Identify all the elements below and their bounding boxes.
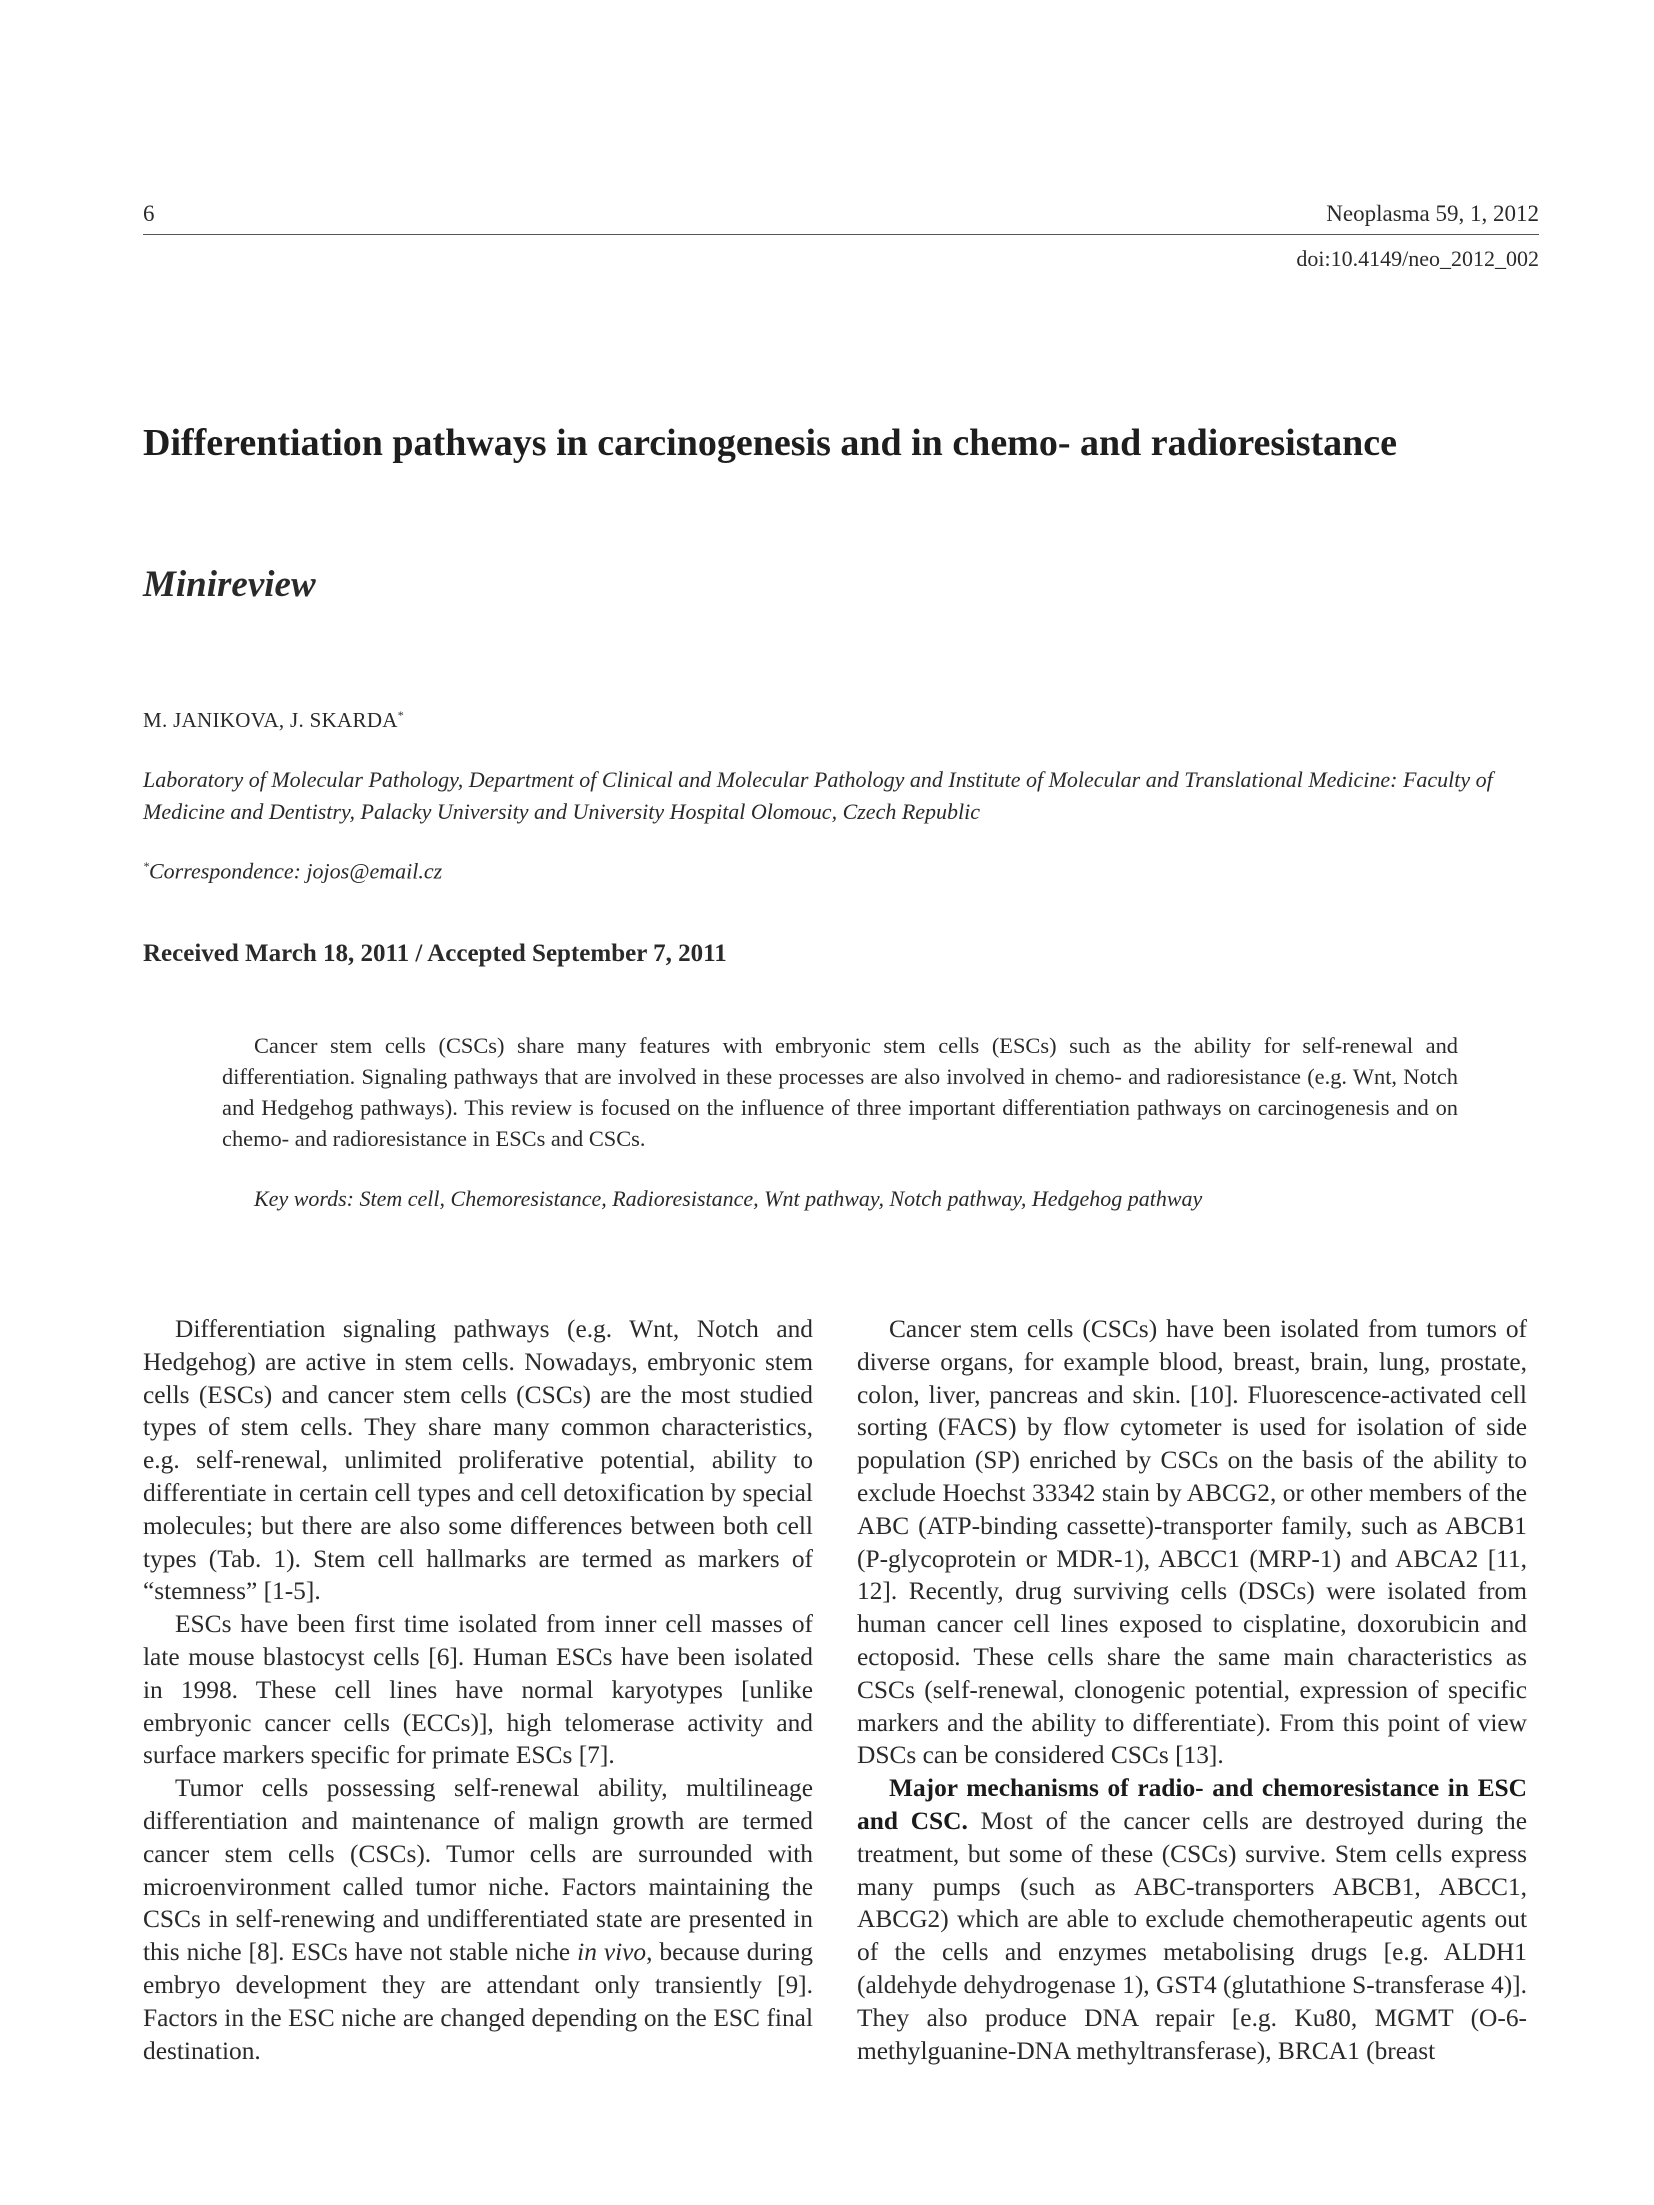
journal-citation: Neoplasma 59, 1, 2012 xyxy=(1326,201,1539,226)
abstract: Cancer stem cells (CSCs) share many features with embryonic stem cells (ESCs) such as the ability for self-renewal and differentiation. Signaling pathways that are involved in these processes are also involved in chemo- and radioresistance (e.g. Wnt, Notch and Hedgehog pathways). This review is focused on the influence of three important differentiation pathways on carcinogenesis and on chemo- and radioresistance in ESCs and CSCs. xyxy=(222,1033,1458,1151)
article-type: Minireview xyxy=(143,564,316,605)
paragraph: Differentiation signaling pathways (e.g. Wnt, Notch and Hedgehog) are active in stem cells. Nowadays, embryonic stem cells (ESCs) and cancer stem cells (CSCs) are the most studied types of stem cells. They share many common characteristics, e.g. self-renewal, unlimited proliferative potential, ability to differentiate in certain cell types and cell detoxification by special molecules; but there are also some differences between both cell types (Tab. 1). Stem cell hallmarks are termed as markers of “stemness” [1-5]. xyxy=(143,1315,813,1606)
paragraph xyxy=(857,1772,1527,2067)
paragraph: Cancer stem cells (CSCs) have been isolated from tumors of diverse organs, for example blood, breast, brain, lung, prostate, colon, liver, pancreas and skin. [10]. Fluorescence-activated cell sorting (FACS) by flow cytometer is used for isolation of side population (SP) enriched by CSCs on the basis of the ability to exclude Hoechst 33342 stain by ABCG2, or other members of the ABC (ATP-binding cassette)-transporter family, such as ABCB1 (P-glycoprotein or MDR-1), ABCC1 (MRP-1) and ABCA2 [11, 12]. Recently, drug surviving cells (DSCs) were isolated from human cancer cell lines exposed to cisplatine, doxorubicin and ectoposid. These cells share the same main characteristics as CSCs (self-renewal, clonogenic potential, expression of specific markers and the ability to differentiate). From this point of view DSCs can be considered CSCs [13]. xyxy=(857,1315,1527,1770)
italic-term: in vivo xyxy=(577,1938,647,1967)
section-heading: Major mechanisms of radio- and chemoresistance in ESC and CSC. xyxy=(857,1774,1527,1835)
paragraph-text: , because during embryo development they are attendant only transiently [9]. Factors in the ESC niche are changed depending on the ESC final destination. xyxy=(143,1938,813,2065)
paragraph: ESCs have been first time isolated from inner cell masses of late mouse blastocyst cells [6]. Human ESCs have been isolated in 1998. These cell lines have normal karyotypes [unlike embryonic cancer cells (ECCs)], high telomerase activity and surface markers specific for primate ESCs [7]. xyxy=(143,1610,813,1770)
paragraph-text: Most of the cancer cells are destroyed during the treatment, but some of these (CSCs) survive. Stem cells express many pumps (such as ABC-transporters ABCB1, ABCC1, ABCG2) which are able to exclude chemotherapeutic agents out of the cells and enzymes metabolising drugs [e.g. ALDH1 (aldehyde dehydrogenase 1), GST4 (glutathione S-transferase 4)]. They also produce DNA repair [e.g. Ku80, MGMT (O-6-methylguanine-DNA methyltransferase), BRCA1 (breast xyxy=(857,1806,1527,2065)
paragraph xyxy=(143,1772,813,2067)
body-column-right xyxy=(857,1313,1527,2067)
running-header xyxy=(143,196,1539,232)
authors xyxy=(143,700,404,735)
author-names: M. JANIKOVA, J. SKARDA xyxy=(143,708,398,732)
keywords: Key words: Stem cell, Chemoresistance, Radioresistance, Wnt pathway, Notch pathway, Hedgehog pathway xyxy=(254,1186,1203,1211)
body-column-left xyxy=(143,1313,813,2067)
affiliation: Laboratory of Molecular Pathology, Department of Clinical and Molecular Pathology and Institute of Molecular and Translational Medicine: Faculty of Medicine and Dentistry, Palacky University and University Hospital Olomouc, Czech Republic xyxy=(143,767,1493,824)
header-rule xyxy=(143,234,1539,235)
page-number: 6 xyxy=(143,201,155,226)
correspondence-text: Correspondence: jojos@email.cz xyxy=(149,858,443,884)
received-accepted-dates: Received March 18, 2011 / Accepted September 7, 2011 xyxy=(143,940,727,967)
author-mark: * xyxy=(397,708,405,722)
correspondence-mark: * xyxy=(143,859,149,873)
correspondence xyxy=(143,850,442,887)
paragraph-text: Tumor cells possessing self-renewal ability, multilineage differentiation and maintenance of malign growth are termed cancer stem cells (CSCs). Tumor cells are surrounded with microenvironment called tumor niche. Factors maintaining the CSCs in self-renewing and undifferentiated state are presented in this niche [8]. ESCs have not stable niche xyxy=(143,1774,813,1967)
doi: doi:10.4149/neo_2012_002 xyxy=(1296,246,1539,271)
article-title: Differentiation pathways in carcinogenesis and in chemo- and radioresistance xyxy=(143,422,1398,464)
